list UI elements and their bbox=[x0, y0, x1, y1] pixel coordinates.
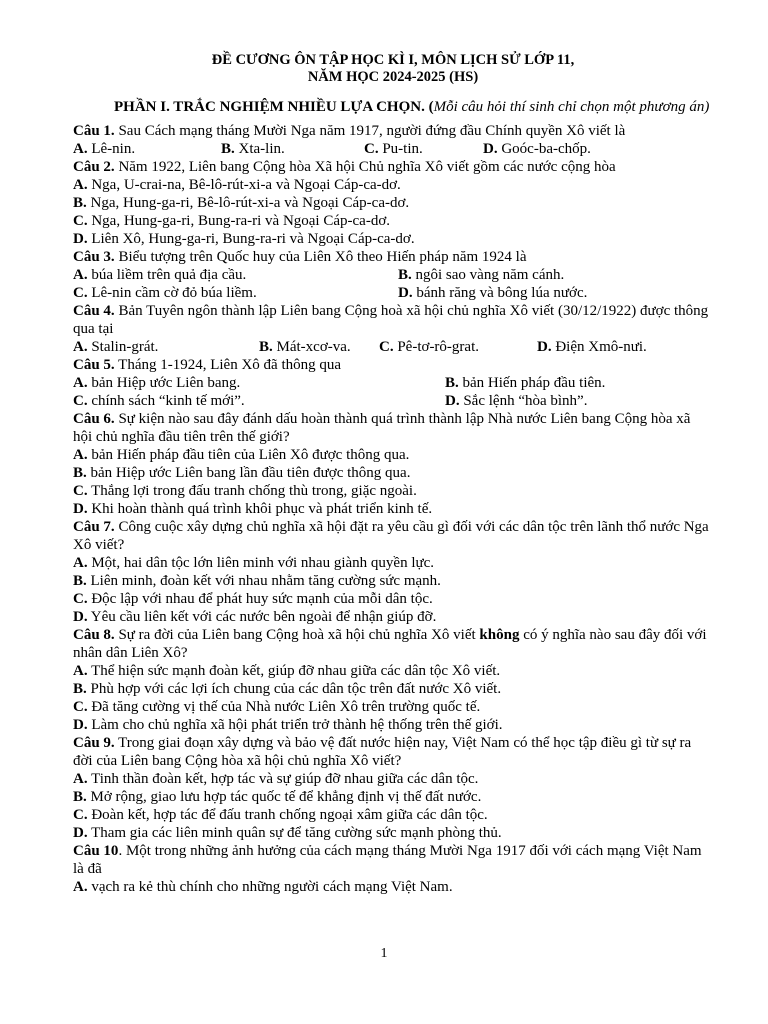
question-text: Sự ra đời của Liên bang Cộng hoà xã hội chủ nghĩa Xô viết bbox=[114, 627, 480, 643]
question-7 bbox=[73, 518, 713, 626]
option-text: Xta-lin. bbox=[234, 141, 285, 157]
question-8 bbox=[73, 626, 713, 734]
question-text: Bản Tuyên ngôn thành lập Liên bang Cộng hoà xã hội chủ nghĩa Xô viết (30/12/1922) được thông qua tại bbox=[73, 303, 709, 337]
option-label: C. bbox=[73, 483, 88, 499]
option bbox=[73, 770, 713, 788]
question-9 bbox=[73, 734, 713, 842]
option-text: Liên Xô, Hung-ga-ri, Bung-ra-ri và Ngoại Cáp-ca-dơ. bbox=[87, 231, 415, 247]
question-text: Sự kiện nào sau đây đánh dấu hoàn thành quá trình thành lập Nhà nước Liên bang Cộng hòa xã hội chủ nghĩa đầu tiên trên thế giới? bbox=[73, 411, 691, 445]
option-label: A. bbox=[73, 879, 88, 895]
option-text: Tinh thần đoàn kết, hợp tác và sự giúp đỡ nhau giữa các dân tộc. bbox=[87, 771, 479, 787]
option-label: C. bbox=[73, 285, 88, 301]
question-emphasis: không bbox=[479, 627, 520, 643]
option-label: A. bbox=[73, 339, 88, 355]
options-row bbox=[73, 140, 713, 158]
option-text: ngôi sao vàng năm cánh. bbox=[411, 267, 565, 283]
option-text: búa liềm trên quả địa cầu. bbox=[87, 267, 247, 283]
option-text: Sắc lệnh “hòa bình”. bbox=[459, 393, 588, 409]
option-text: Nga, Hung-ga-ri, Bê-lô-rút-xi-a và Ngoại Cáp-ca-dơ. bbox=[86, 195, 410, 211]
option-text: Lê-nin cầm cờ đỏ búa liềm. bbox=[87, 285, 257, 301]
option-label: B. bbox=[221, 141, 235, 157]
options-row bbox=[73, 284, 713, 302]
question-label: Câu 2. bbox=[73, 159, 115, 175]
question-label: Câu 4. bbox=[73, 303, 115, 319]
option-text: Phù hợp với các lợi ích chung của các dân tộc trên đất nước Xô viết. bbox=[86, 681, 502, 697]
option-text: Pê-tơ-rô-grat. bbox=[393, 339, 479, 355]
option bbox=[73, 806, 713, 824]
option-label: C. bbox=[73, 591, 88, 607]
question-10 bbox=[73, 842, 713, 896]
question-label: Câu 9. bbox=[73, 735, 115, 751]
option bbox=[73, 716, 713, 734]
option-text: Một, hai dân tộc lớn liên minh với nhau giành quyền lực. bbox=[87, 555, 435, 571]
option-text: Nga, U-crai-na, Bê-lô-rút-xi-a và Ngoại Cáp-ca-dơ. bbox=[87, 177, 401, 193]
option-label: A. bbox=[73, 375, 88, 391]
option-text: Pu-tin. bbox=[378, 141, 423, 157]
option-text: bản Hiến pháp đầu tiên. bbox=[458, 375, 606, 391]
option bbox=[73, 176, 713, 194]
question-text: có ý nghĩa nào sau đây đối với nhân dân Liên Xô? bbox=[73, 627, 707, 661]
option-label: C. bbox=[73, 807, 88, 823]
section-heading-text: PHẦN I. TRẮC NGHIỆM NHIỀU LỰA CHỌN. ( bbox=[114, 99, 434, 115]
option bbox=[73, 500, 713, 518]
option-label: C. bbox=[379, 339, 394, 355]
question-text: Năm 1922, Liên bang Cộng hòa Xã hội Chủ nghĩa Xô viết gồm các nước cộng hòa bbox=[114, 159, 616, 175]
option-label: D. bbox=[73, 825, 88, 841]
question-1 bbox=[73, 122, 713, 158]
option-label: D. bbox=[73, 609, 88, 625]
option-label: B. bbox=[73, 573, 87, 589]
option bbox=[73, 590, 713, 608]
option-label: B. bbox=[73, 195, 87, 211]
section-heading bbox=[73, 98, 713, 117]
question-text: Trong giai đoạn xây dựng và bảo vệ đất nước hiện nay, Việt Nam có thể học tập điều gì từ sự ra đời của Liên bang Cộng hòa xã hội chủ nghĩa Xô viết? bbox=[73, 735, 692, 769]
question-text: Sau Cách mạng tháng Mười Nga năm 1917, người đứng đầu Chính quyền Xô viết là bbox=[114, 123, 626, 139]
option-label: A. bbox=[73, 267, 88, 283]
option-label: A. bbox=[73, 555, 88, 571]
question-text: Tháng 1-1924, Liên Xô đã thông qua bbox=[114, 357, 342, 373]
options-row bbox=[73, 392, 713, 410]
option-label: D. bbox=[73, 717, 88, 733]
option-label: B. bbox=[73, 681, 87, 697]
option-text: vạch ra kẻ thù chính cho những người cách mạng Việt Nam. bbox=[87, 879, 453, 895]
section-note: Mỗi câu hỏi thí sinh chỉ chọn một phương án) bbox=[433, 99, 710, 115]
question-label: Câu 5. bbox=[73, 357, 115, 373]
option-text: Mát-xcơ-va. bbox=[272, 339, 351, 355]
question-6 bbox=[73, 410, 713, 518]
option-text: bản Hiến pháp đầu tiên của Liên Xô được thông qua. bbox=[87, 447, 410, 463]
question-3 bbox=[73, 248, 713, 302]
option-label: A. bbox=[73, 663, 88, 679]
page-number: 1 bbox=[380, 946, 388, 961]
option-label: B. bbox=[445, 375, 459, 391]
option-text: Làm cho chủ nghĩa xã hội phát triển trở thành hệ thống trên thế giới. bbox=[87, 717, 503, 733]
document-title bbox=[73, 52, 713, 86]
option-label: D. bbox=[73, 231, 88, 247]
option-text: bản Hiệp ước Liên bang lần đầu tiên được thông qua. bbox=[86, 465, 411, 481]
question-5 bbox=[73, 356, 713, 410]
option bbox=[73, 662, 713, 680]
option-text: chính sách “kinh tế mới”. bbox=[87, 393, 245, 409]
option-text: Đã tăng cường vị thế của Nhà nước Liên Xô trên trường quốc tế. bbox=[87, 699, 481, 715]
option-text: Điện Xmô-nưi. bbox=[551, 339, 647, 355]
option bbox=[73, 788, 713, 806]
option-label: D. bbox=[537, 339, 552, 355]
document-page bbox=[73, 52, 713, 896]
option bbox=[73, 212, 713, 230]
option-text: Goóc-ba-chốp. bbox=[497, 141, 591, 157]
question-label: Câu 3. bbox=[73, 249, 115, 265]
option bbox=[73, 572, 713, 590]
title-line-1: ĐỀ CƯƠNG ÔN TẬP HỌC KÌ I, MÔN LỊCH SỬ LỚP 11, bbox=[211, 52, 575, 68]
option bbox=[73, 230, 713, 248]
option-text: bánh răng và bông lúa nước. bbox=[412, 285, 588, 301]
option-label: B. bbox=[73, 465, 87, 481]
question-2 bbox=[73, 158, 713, 248]
option-text: Yêu cầu liên kết với các nước bên ngoài để nhận giúp đỡ. bbox=[87, 609, 437, 625]
option bbox=[73, 698, 713, 716]
option-text: Lê-nin. bbox=[87, 141, 136, 157]
option-text: bản Hiệp ước Liên bang. bbox=[87, 375, 241, 391]
question-label: Câu 6. bbox=[73, 411, 115, 427]
option-label: A. bbox=[73, 177, 88, 193]
question-text: Biểu tượng trên Quốc huy của Liên Xô theo Hiến pháp năm 1924 là bbox=[114, 249, 527, 265]
option bbox=[73, 464, 713, 482]
question-text: . Một trong những ảnh hưởng của cách mạng tháng Mười Nga 1917 đối với cách mạng Việt Nam là đã bbox=[73, 843, 702, 877]
option-text: Nga, Hung-ga-ri, Bung-ra-ri và Ngoại Cáp-ca-dơ. bbox=[87, 213, 391, 229]
option-label: D. bbox=[398, 285, 413, 301]
option-text: Đoàn kết, hợp tác để đấu tranh chống ngoại xâm giữa các dân tộc. bbox=[87, 807, 488, 823]
option bbox=[73, 554, 713, 572]
option-text: Thể hiện sức mạnh đoàn kết, giúp đỡ nhau giữa các dân tộc Xô viết. bbox=[87, 663, 501, 679]
option-label: C. bbox=[73, 699, 88, 715]
title-line-2: NĂM HỌC 2024-2025 (HS) bbox=[307, 69, 479, 85]
option bbox=[73, 482, 713, 500]
option-text: Thắng lợi trong đấu tranh chống thù trong, giặc ngoài. bbox=[87, 483, 417, 499]
option-text: Tham gia các liên minh quân sự để tăng cường sức mạnh phòng thủ. bbox=[87, 825, 502, 841]
option bbox=[73, 878, 713, 896]
option-label: A. bbox=[73, 447, 88, 463]
option-label: B. bbox=[259, 339, 273, 355]
option bbox=[73, 608, 713, 626]
option-label: C. bbox=[73, 213, 88, 229]
option bbox=[73, 824, 713, 842]
option-label: D. bbox=[73, 501, 88, 517]
options-row bbox=[73, 266, 713, 284]
option-label: D. bbox=[483, 141, 498, 157]
option-text: Khi hoàn thành quá trình khôi phục và phát triển kinh tế. bbox=[87, 501, 433, 517]
question-4 bbox=[73, 302, 713, 356]
question-label: Câu 10 bbox=[73, 843, 119, 859]
option-text: Mở rộng, giao lưu hợp tác quốc tế để khẳng định vị thế đất nước. bbox=[86, 789, 482, 805]
option bbox=[73, 194, 713, 212]
option-text: Độc lập với nhau để phát huy sức mạnh của mỗi dân tộc. bbox=[87, 591, 433, 607]
option-text: Stalin-grát. bbox=[87, 339, 159, 355]
option-label: A. bbox=[73, 141, 88, 157]
option bbox=[73, 680, 713, 698]
option-label: B. bbox=[398, 267, 412, 283]
question-label: Câu 7. bbox=[73, 519, 115, 535]
option-label: D. bbox=[445, 393, 460, 409]
option-label: A. bbox=[73, 771, 88, 787]
options-row bbox=[73, 374, 713, 392]
question-label: Câu 8. bbox=[73, 627, 115, 643]
options-row bbox=[73, 338, 713, 356]
option-text: Liên minh, đoàn kết với nhau nhằm tăng cường sức mạnh. bbox=[86, 573, 441, 589]
question-text: Công cuộc xây dựng chủ nghĩa xã hội đặt ra yêu cầu gì đối với các dân tộc trên lãnh thổ nước Nga Xô viết? bbox=[73, 519, 709, 553]
option bbox=[73, 446, 713, 464]
option-label: B. bbox=[73, 789, 87, 805]
option-label: C. bbox=[73, 393, 88, 409]
question-label: Câu 1. bbox=[73, 123, 115, 139]
option-label: C. bbox=[364, 141, 379, 157]
